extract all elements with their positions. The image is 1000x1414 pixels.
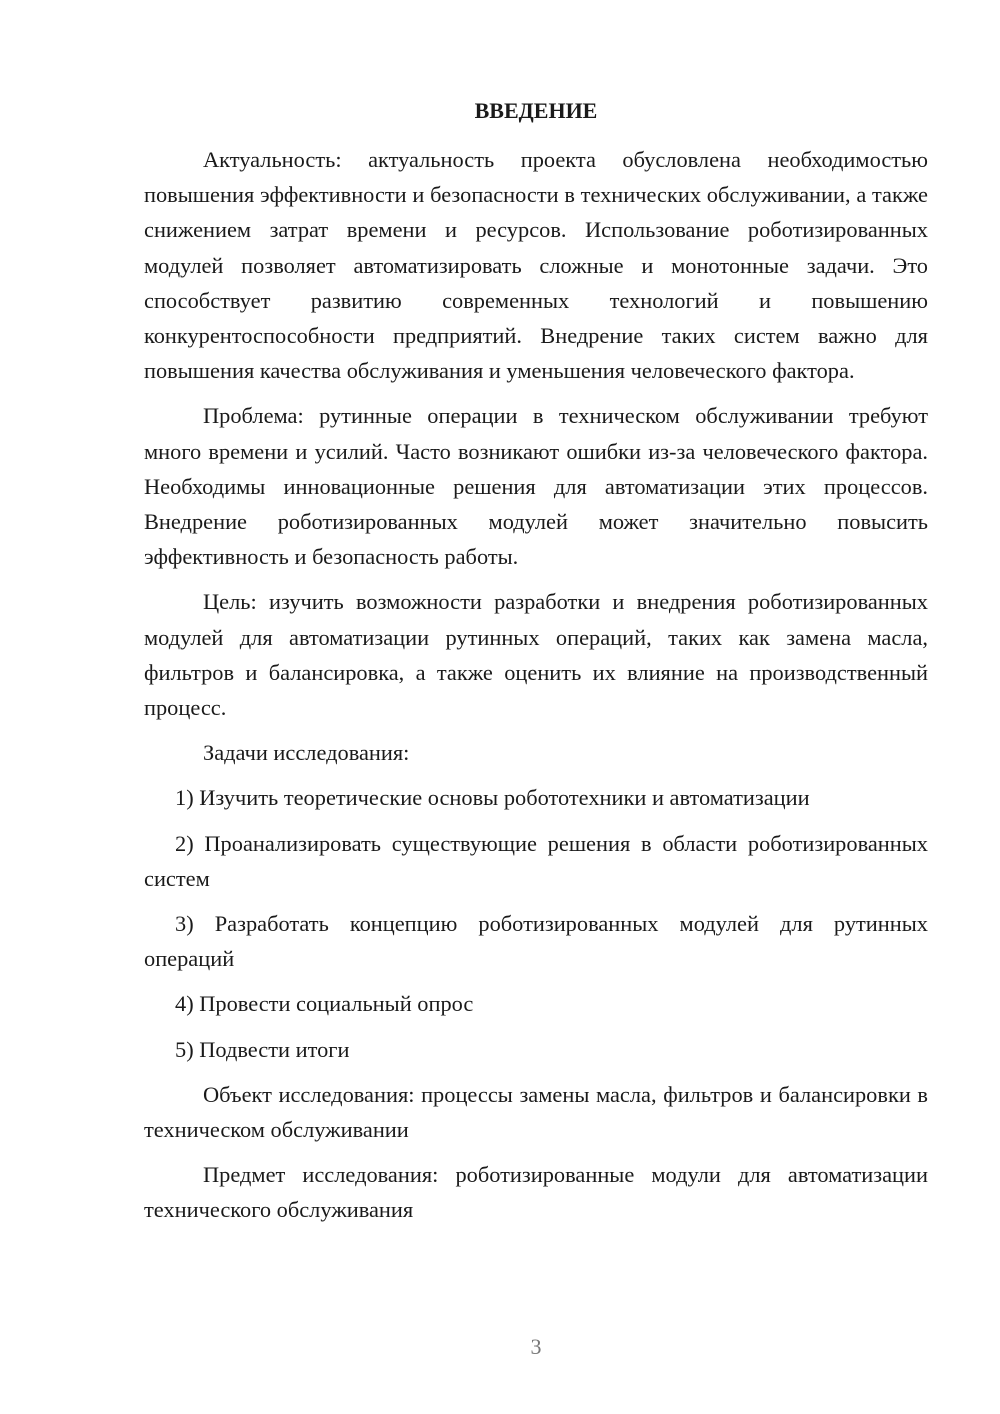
paragraph-tasks-intro: Задачи исследования: <box>203 740 410 766</box>
paragraph-problem: Проблема: рутинные операции в техническом обслуживании требуют много времени и усилий. Часто возникают ошибки из-за человеческого фактора. Необходимы инновационные решения для автоматизации этих процессов. Внедрение роботизированных модулей может значительно повысить эффективность и безопасность работы. <box>144 403 928 570</box>
document-body <box>144 142 928 1238</box>
task-item-2: 2) Проанализировать существующие решения в области роботизированных систем <box>144 830 928 891</box>
task-item-1: 1) Изучить теоретические основы робототехники и автоматизации <box>175 785 810 811</box>
paragraph-subject: Предмет исследования: роботизированные модули для автоматизации технического обслуживания <box>144 1162 928 1223</box>
task-item-3: 3) Разработать концепцию роботизированных модулей для рутинных операций <box>144 911 928 972</box>
task-item-4: 4) Провести социальный опрос <box>175 991 474 1017</box>
document-page <box>144 0 928 1414</box>
paragraph-goal: Цель: изучить возможности разработки и внедрения роботизированных модулей для автоматизации рутинных операций, таких как замена масла, фильтров и балансировка, а также оценить их влияние на производственный процесс. <box>144 589 928 721</box>
page-number: 3 <box>530 1334 542 1359</box>
paragraph-relevance: Актуальность: актуальность проекта обусловлена необходимостью повышения эффективности и безопасности в технических обслуживании, а также снижением затрат времени и ресурсов. Использование роботизированных модулей позволяет автоматизировать сложные и монотонные задачи. Это способствует развитию современных технологий и повышению конкурентоспособности предприятий. Внедрение таких систем важно для повышения качества обслуживания и уменьшения человеческого фактора. <box>144 147 928 384</box>
task-item-5: 5) Подвести итоги <box>175 1036 350 1062</box>
paragraph-object: Объект исследования: процессы замены масла, фильтров и балансировки в техническом обслуживании <box>144 1081 928 1143</box>
page-title: ВВЕДЕНИЕ <box>474 98 598 123</box>
